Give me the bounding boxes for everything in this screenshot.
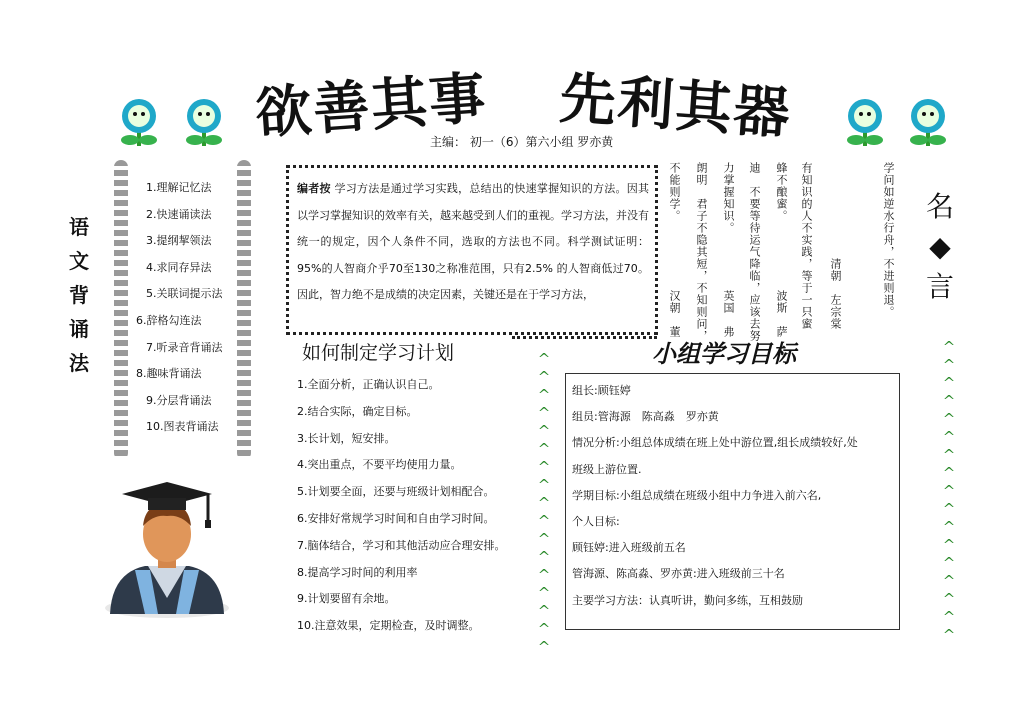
goal-line: 情况分析:小组总体成绩在班上处中游位置,组长成绩较好,处 [572, 436, 858, 450]
note-label: 编者按 [297, 182, 331, 195]
method-item: 3.提纲挈领法 [146, 234, 212, 248]
quote-source: 汉朝 董 [668, 290, 681, 338]
leaf-vine-right: ^ ^ ^ ^ ^ ^ ^ ^ ^ ^ ^ ^ ^ ^ ^ ^ ^ [942, 338, 956, 644]
method-item: 7.听录音背诵法 [146, 340, 223, 354]
plan-item: 1.全面分析，正确认识自己。 [297, 378, 440, 391]
flower-icon [116, 98, 162, 150]
quote-column: 不能则学。 [668, 162, 681, 222]
quote-source: 波斯 萨 [775, 290, 788, 338]
method-item: 1.理解记忆法 [146, 181, 212, 194]
quote-column: 迪 不要等待运气降临，应该去努 [748, 162, 761, 342]
title-part-1: 欲善其事 [253, 64, 490, 148]
plan-item: 3.长计划，短安排。 [297, 431, 396, 445]
goal-line: 班级上游位置. [572, 462, 642, 476]
quote-column: 朗明 君子不隐其短，不知则问， [695, 162, 708, 342]
goal-line: 顾钰婷:进入班级前五名 [572, 541, 686, 555]
note-text: 学习方法是通过学习实践，总结出的快速掌握知识的方法。因其以学习掌握知识的效率有关，越来越受到人们的重视。学习方法，并没有统一的规定，因个人条件不同，选取的方法也不同。科学测试证明： 95%的人智商介乎70至130之称准范围，只有2.5% 的人智商低过70。因此，智力绝不是成绩的决定因素，关键还是在于学习方法， [297, 182, 650, 301]
plan-item: 2.结合实际，确定目标。 [297, 404, 418, 418]
method-item: 9.分层背诵法 [146, 393, 212, 407]
goal-line: 学期目标:小组总成绩在班级小组中力争进入前六名, [572, 488, 822, 502]
plan-title: 如何制定学习计划 [302, 342, 455, 364]
quote-column: 学问如逆水行舟，不进则退。 [882, 162, 895, 318]
flower-icon [842, 98, 888, 150]
method-item: 2.快速诵读法 [146, 207, 212, 221]
flower-icon [905, 98, 951, 150]
goal-line: 主要学习方法：认真听讲，勤问多练，互相鼓励 [572, 593, 803, 607]
flower-icon [181, 98, 227, 150]
label-char: 语 [69, 215, 89, 239]
editor-note [286, 165, 658, 335]
goal-line: 个人目标: [572, 515, 620, 529]
quote-source: 英国 弗 [722, 290, 735, 338]
plan-item: 7.脑体结合，学习和其他活动应合理安排。 [297, 538, 506, 552]
quote-source: 清朝 左宗棠 [829, 258, 842, 330]
heading-char: 言 [925, 270, 954, 303]
goal-title: 小组学习目标 [652, 339, 796, 368]
goal-line: 组长:顾钰婷 [572, 384, 631, 397]
chinese-recitation-label [66, 210, 92, 380]
goal-box [565, 373, 900, 630]
quotes-heading [925, 187, 955, 307]
label-char: 文 [69, 249, 89, 273]
heading-char: 名 [925, 190, 954, 223]
plan-item: 4.突出重点，不要平均使用力量。 [297, 458, 462, 472]
method-item: 8.趣味背诵法 [136, 367, 202, 381]
method-item: 10.图表背诵法 [146, 420, 219, 434]
editor-line: 主编： 初一（6）第六小组 罗亦黄 [430, 135, 614, 149]
quote-column: 力掌握知识。 [722, 162, 735, 234]
label-char: 法 [69, 351, 89, 375]
plan-list [297, 372, 506, 640]
quote-column: 有知识的人不实践，等于一只蜜 [800, 162, 813, 330]
quote-column: 蜂不酿蜜。 [775, 162, 788, 222]
heading-char: ◆ [929, 230, 951, 263]
plan-item: 9.计划要留有余地。 [297, 592, 396, 606]
plan-item: 6.安排好常规学习时间和自由学习时间。 [297, 511, 495, 525]
title-part-2: 先利其器 [557, 64, 794, 148]
plan-item: 8.提高学习时间的利用率 [297, 565, 418, 579]
method-item: 5.关联词提示法 [146, 287, 223, 301]
goal-line: 组员:管海源 陈高淼 罗亦黄 [572, 410, 719, 424]
chain-border-right [237, 160, 251, 460]
label-char: 背 [69, 283, 89, 307]
plan-item: 10.注意效果，定期检查，及时调整。 [297, 619, 480, 633]
chain-border-left [114, 160, 128, 460]
method-item: 6.辞格勾连法 [136, 313, 202, 327]
plan-item: 5.计划要全面，还要与班级计划相配合。 [297, 485, 495, 499]
method-list [136, 175, 223, 441]
dotted-divider [512, 336, 657, 339]
goal-line: 管海源、陈高淼、罗亦黄:进入班级前三十名 [572, 567, 785, 581]
method-item: 4.求同存异法 [146, 260, 212, 274]
label-char: 诵 [69, 317, 89, 341]
leaf-vine-left: ^ ^ ^ ^ ^ ^ ^ ^ ^ ^ ^ ^ ^ ^ ^ ^ ^ [537, 350, 551, 656]
page-title [253, 62, 815, 148]
graduate-figure [100, 478, 234, 618]
